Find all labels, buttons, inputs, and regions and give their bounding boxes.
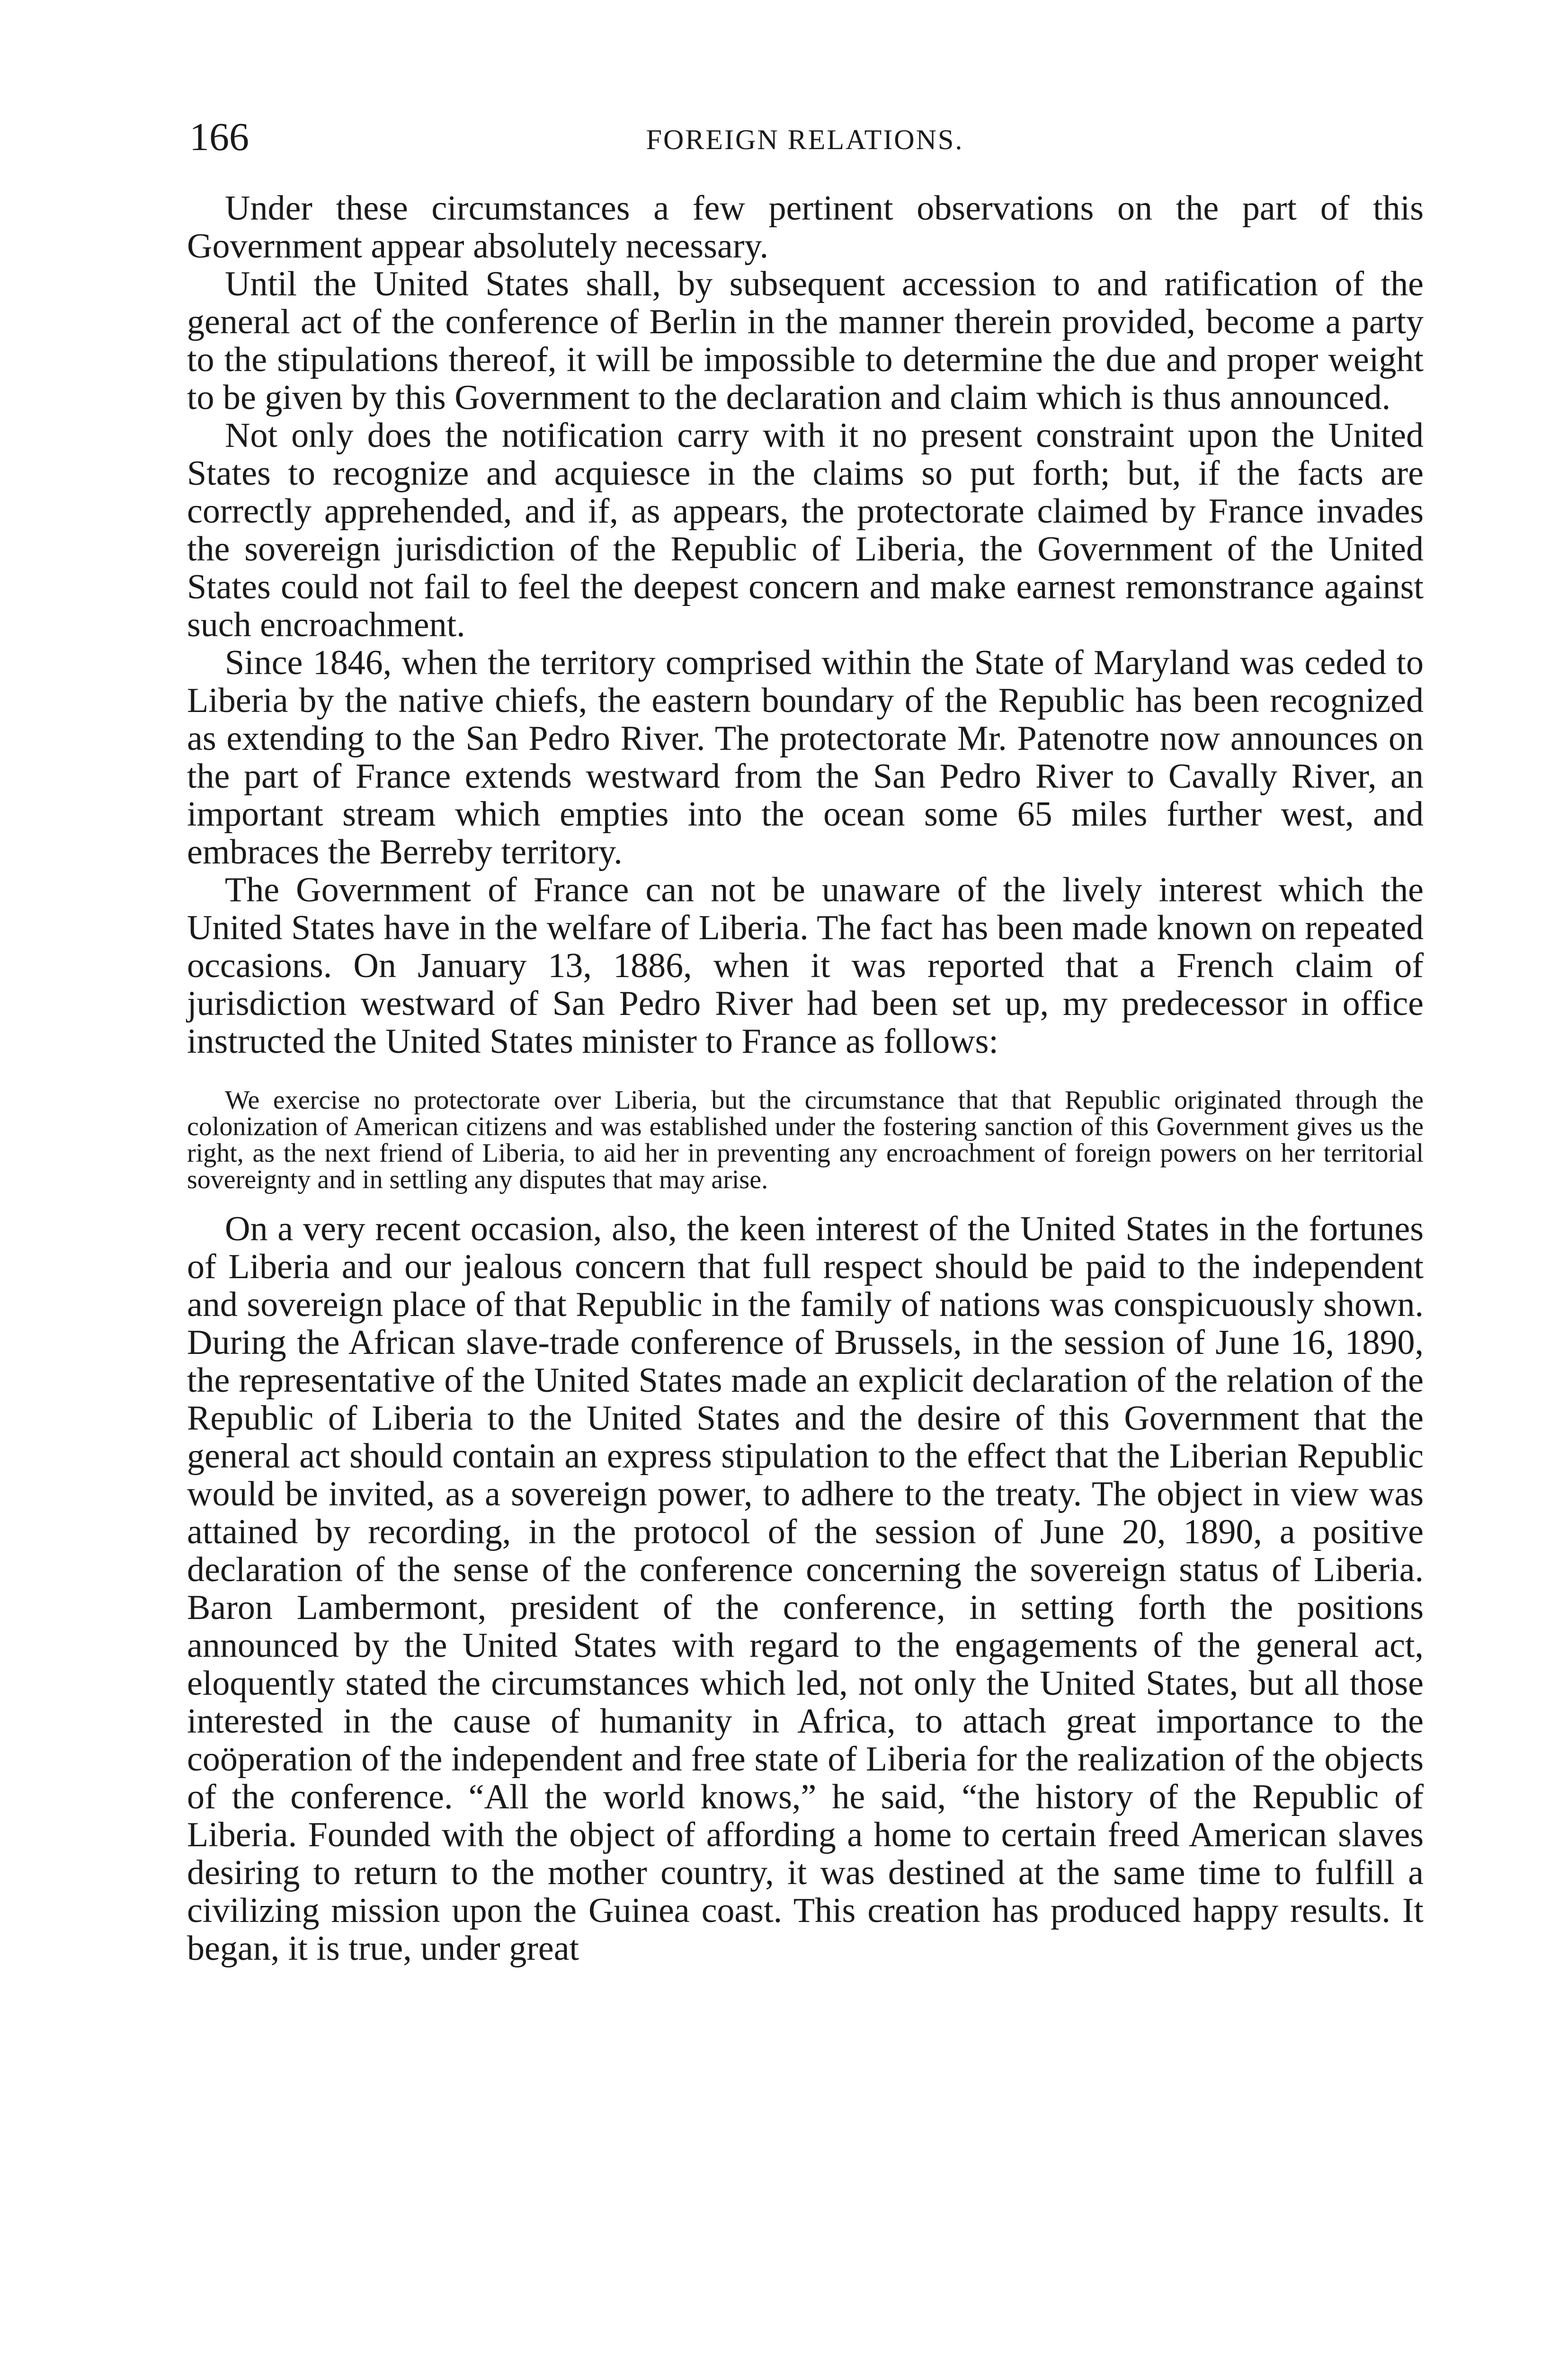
body-text bbox=[187, 189, 1424, 1967]
running-head: FOREIGN RELATIONS. bbox=[646, 124, 964, 155]
page-header bbox=[189, 114, 1420, 166]
paragraph: Not only does the notification carry with it no present constraint upon the United States to recognize and acquiesce in the claims so put forth; but, if the facts are correctly apprehended, and if, as appears, the protectorate claimed by France invades the sovereign jurisdiction of the Republic of Liberia, the Government of the United States could not fail to feel the deepest concern and make earnest remonstrance against such encroachment. bbox=[187, 416, 1424, 644]
paragraph: Since 1846, when the territory comprised within the State of Maryland was ceded to Liberia by the native chiefs, the eastern boundary of the Republic has been recognized as extending to the San Pedro River. The protectorate Mr. Patenotre now announces on the part of France extends westward from the San Pedro River to Cavally River, an important stream which empties into the ocean some 65 miles further west, and embraces the Berreby territory. bbox=[187, 643, 1424, 872]
page-number: 166 bbox=[189, 115, 249, 159]
paragraph: The Government of France can not be unaware of the lively interest which the United States have in the welfare of Liberia. The fact has been made known on repeated occasions. On January 13, 1886, when it was reported that a French claim of jurisdiction westward of San Pedro River had been set up, my predecessor in office instructed the United States minister to France as follows: bbox=[187, 871, 1424, 1061]
closing-paragraph: On a very recent occasion, also, the keen interest of the United States in the fortunes of Liberia and our jealous concern that full respect should be paid to the independent and sovereign place of that Republic in the family of nations was conspicuously shown. During the African slave-trade conference of Brussels, in the session of June 16, 1890, the representative of the United States made an explicit declaration of the relation of the Republic of Liberia to the United States and the desire of this Government that the general act should contain an express stipulation to the effect that the Liberian Republic would be invited, as a sovereign power, to adhere to the treaty. The object in view was attained by recording, in the protocol of the session of June 20, 1890, a positive declaration of the sense of the conference concerning the sovereign status of Liberia. Baron Lambermont, president of the conference, in setting forth the positions announced by the United States with regard to the engagements of the general act, eloquently stated the circumstances which led, not only the United States, but all those interested in the cause of humanity in Africa, to attach great importance to the coöperation of the independent and free state of Liberia for the realization of the objects of the conference. “All the world knows,” he said, “the history of the Republic of Liberia. Founded with the object of affording a home to certain freed American slaves desiring to return to the mother country, it was destined at the same time to fulfill a civilizing mission upon the Guinea coast. This creation has produced happy results. It began, it is true, under great bbox=[187, 1210, 1424, 1968]
paragraph: Under these circumstances a few pertinent observations on the part of this Government appear absolutely necessary. bbox=[187, 189, 1424, 266]
block-quote: We exercise no protectorate over Liberia, but the circumstance that that Republic originated through the colonization of American citizens and was established under the fostering sanction of this Government gives us the right, as the next friend of Liberia, to aid her in preventing any encroachment of foreign powers on her territorial sovereignty and in settling any disputes that may arise. bbox=[187, 1086, 1424, 1194]
paragraph: Until the United States shall, by subsequent accession to and ratification of the general act of the conference of Berlin in the manner therein provided, become a party to the stipulations thereof, it will be impossible to determine the due and proper weight to be given by this Government to the declaration and claim which is thus announced. bbox=[187, 265, 1424, 417]
